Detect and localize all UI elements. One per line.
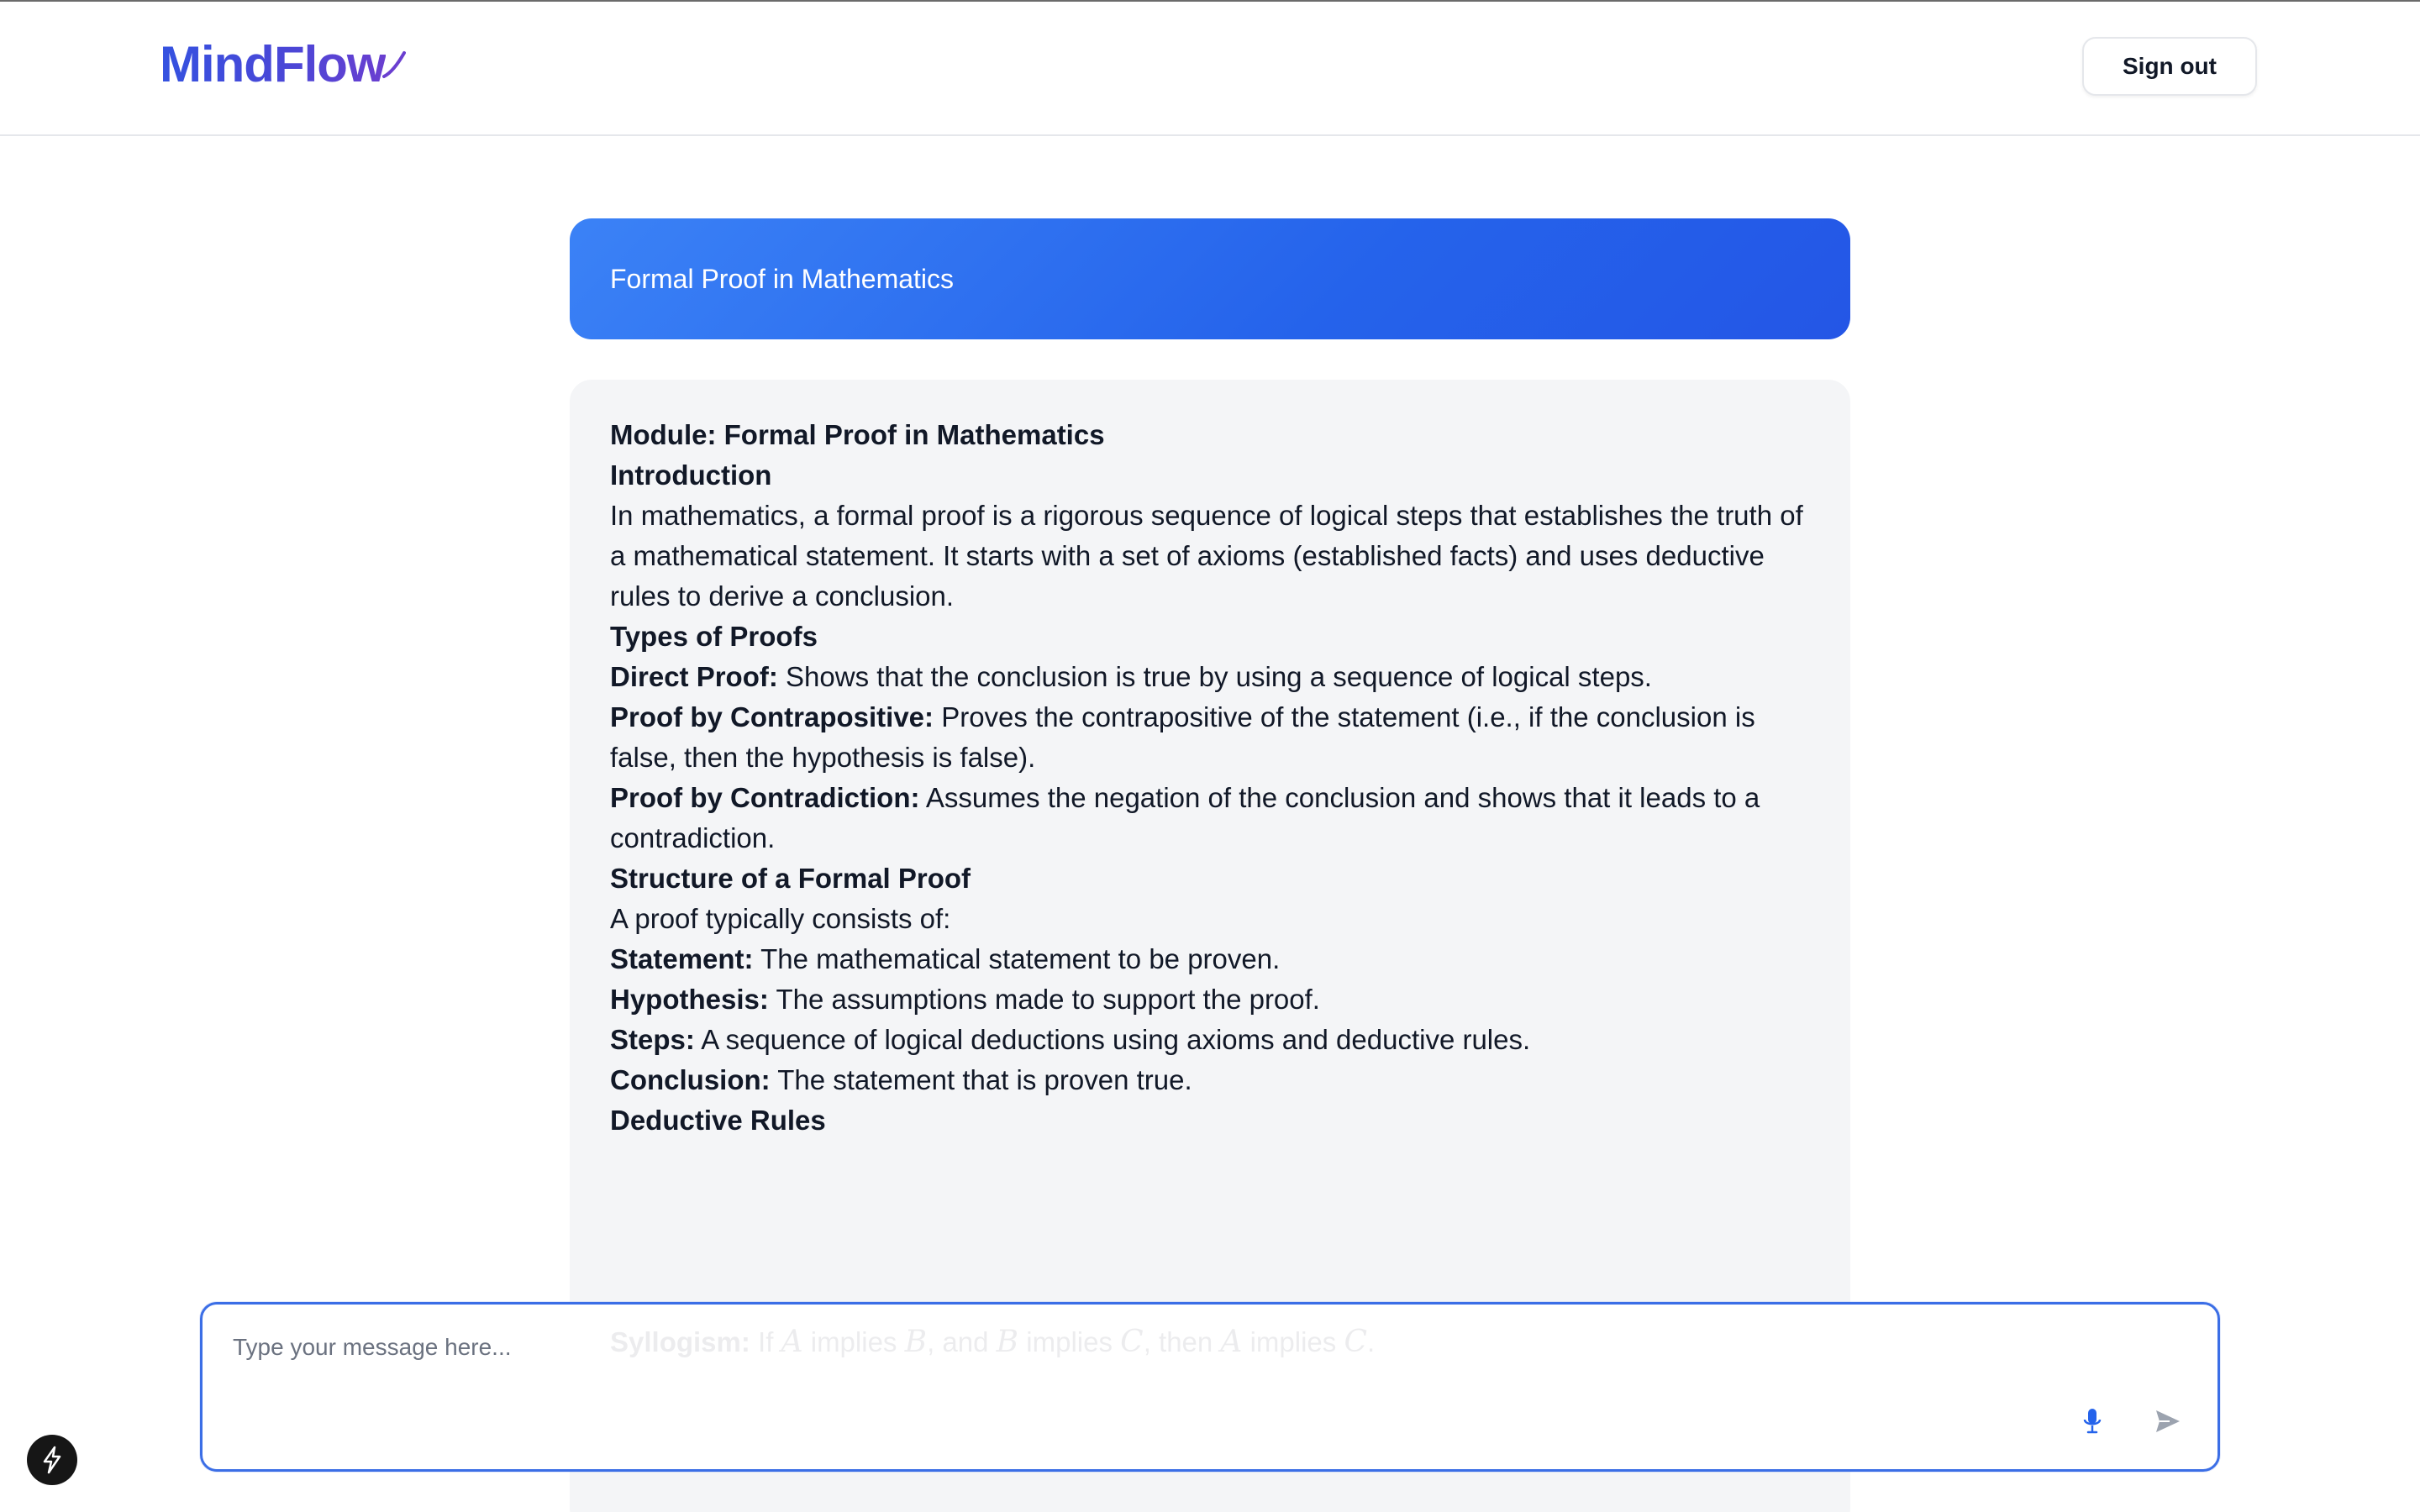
- intro-paragraph: In mathematics, a formal proof is a rigorous sequence of logical steps that establishes the truth of a mathematical statement. It starts with a set of axioms (established facts) and uses deductive rules to derive a conclusion.: [610, 500, 1803, 612]
- lightning-icon: [39, 1446, 65, 1474]
- app-logo[interactable]: [160, 35, 406, 93]
- structure-desc: The assumptions made to support the proof.: [768, 984, 1320, 1015]
- structure-desc: A sequence of logical deductions using axioms and deductive rules.: [694, 1024, 1531, 1055]
- message-composer: [200, 1302, 2220, 1472]
- deductive-heading: Deductive Rules: [610, 1105, 826, 1136]
- sign-out-button[interactable]: Sign out: [2082, 37, 2257, 96]
- structure-desc: The mathematical statement to be proven.: [753, 943, 1281, 974]
- user-message-text: Formal Proof in Mathematics: [610, 263, 955, 294]
- send-icon: [2154, 1409, 2181, 1434]
- structure-item: [610, 1060, 1810, 1100]
- module-title: Module: Formal Proof in Mathematics: [610, 419, 1105, 450]
- structure-term: Statement:: [610, 943, 754, 974]
- types-heading: Types of Proofs: [610, 621, 818, 652]
- proof-type-item: [610, 697, 1810, 778]
- message-input[interactable]: [231, 1321, 2083, 1373]
- proof-type-term: Proof by Contradiction:: [610, 782, 920, 813]
- proof-type-term: Direct Proof:: [610, 661, 778, 692]
- proof-type-item: [610, 778, 1810, 858]
- structure-heading: Structure of a Formal Proof: [610, 863, 971, 894]
- structure-desc: The statement that is proven true.: [770, 1064, 1192, 1095]
- logo-text: MindFlow: [160, 36, 386, 92]
- structure-term: Hypothesis:: [610, 984, 769, 1015]
- proof-type-desc: Proves the contrapositive of the statement (i.e., if the conclusion is false, then the hypothesis is false).: [610, 701, 1755, 773]
- proof-type-term: Proof by Contrapositive:: [610, 701, 934, 732]
- structure-term: Steps:: [610, 1024, 695, 1055]
- logo-swoosh-icon: [382, 48, 406, 81]
- intro-heading: Introduction: [610, 459, 772, 491]
- structure-item: [610, 1020, 1810, 1060]
- structure-item: [610, 939, 1810, 979]
- proof-type-desc: Assumes the negation of the conclusion and shows that it leads to a contradiction.: [610, 782, 1760, 853]
- microphone-icon: [2081, 1407, 2103, 1436]
- structure-intro: A proof typically consists of:: [610, 903, 951, 934]
- quick-action-button[interactable]: [27, 1435, 77, 1485]
- microphone-button[interactable]: [2072, 1401, 2112, 1441]
- proof-type-desc: Shows that the conclusion is true by using a sequence of logical steps.: [777, 661, 1652, 692]
- structure-term: Conclusion:: [610, 1064, 771, 1095]
- top-navbar: [0, 2, 2420, 136]
- send-button[interactable]: [2148, 1401, 2188, 1441]
- user-message-bubble: [570, 218, 1850, 339]
- hidden-behind-composer: [610, 1141, 1810, 1322]
- proof-type-item: [610, 657, 1810, 697]
- structure-item: [610, 979, 1810, 1020]
